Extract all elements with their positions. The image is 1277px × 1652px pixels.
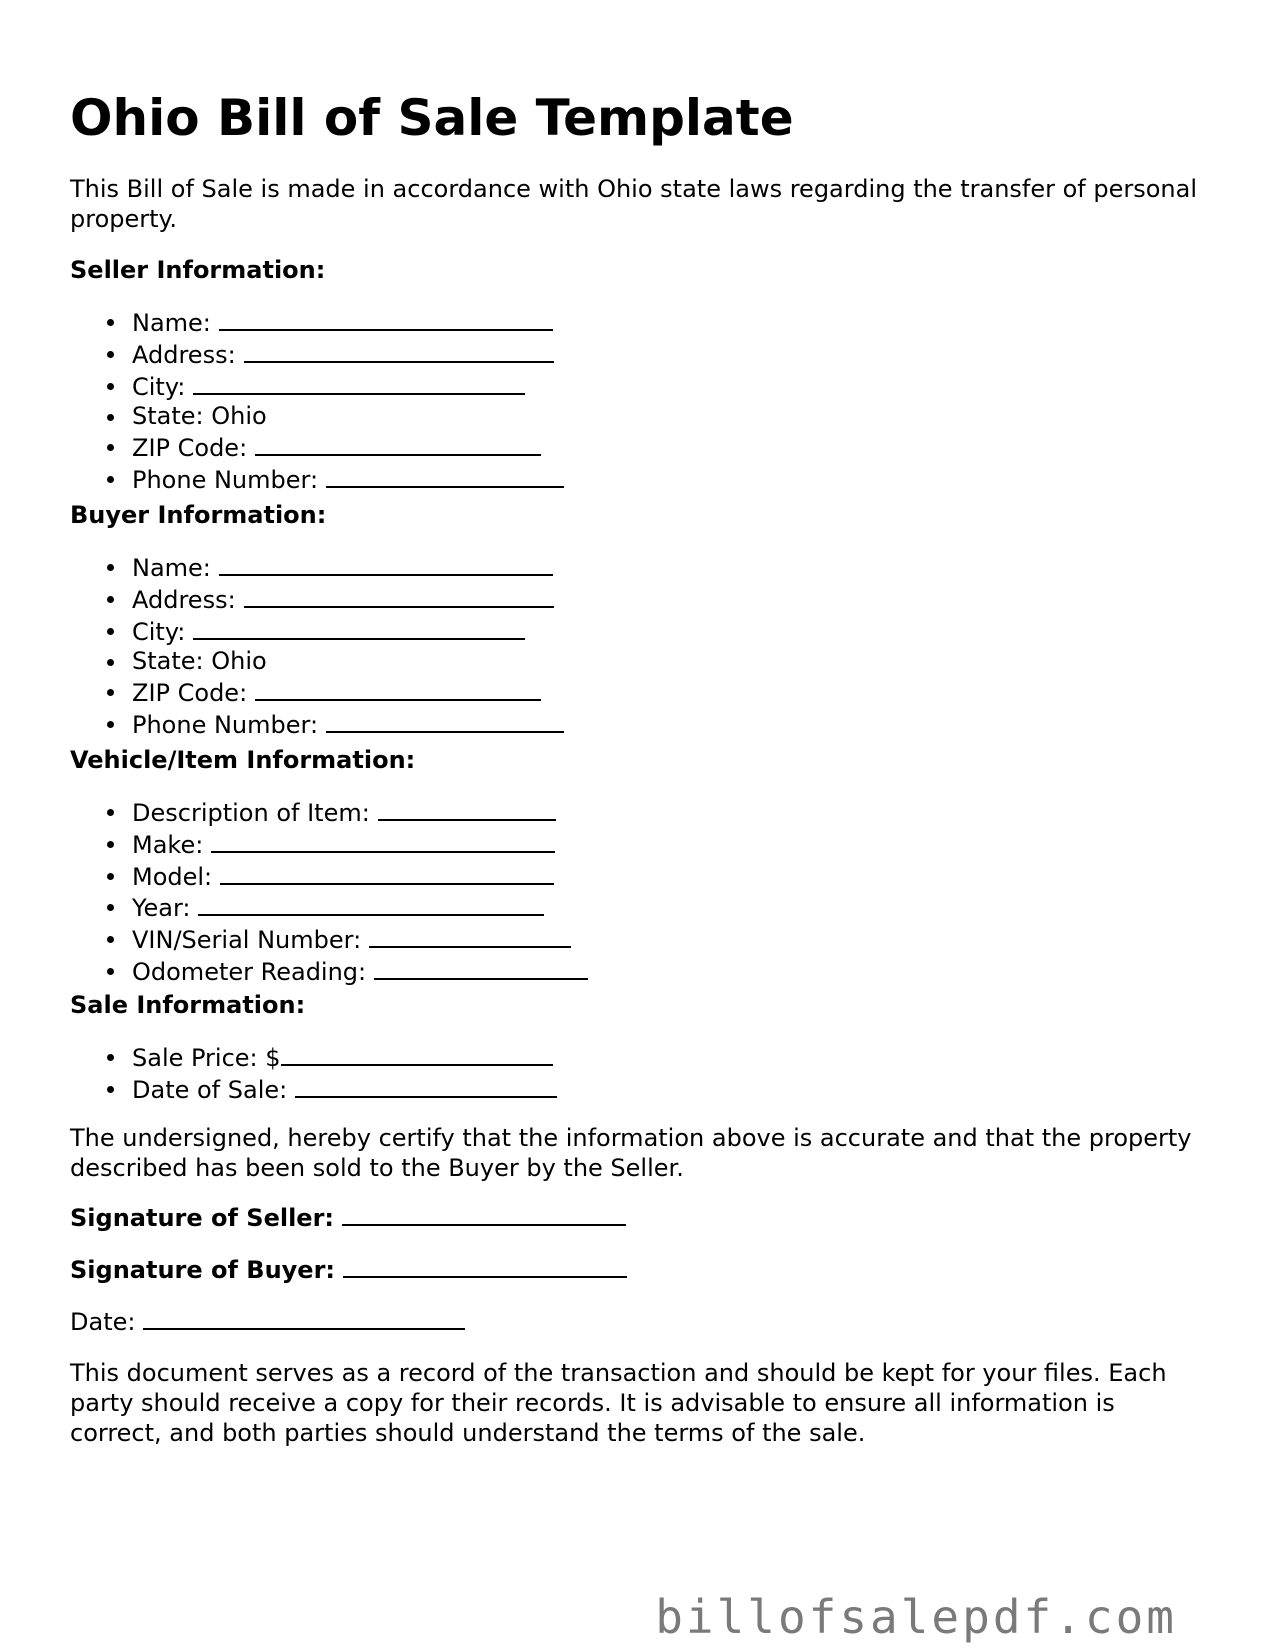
item-fields: [70, 797, 588, 988]
page-title: Ohio Bill of Sale Template: [70, 89, 794, 147]
seller-name-field[interactable]: [132, 307, 564, 339]
seller-zip-field[interactable]: [132, 432, 564, 464]
item-make-blank[interactable]: [211, 829, 555, 853]
buyer-zip-field[interactable]: [132, 677, 564, 709]
item-model-field[interactable]: [132, 861, 588, 893]
date-line[interactable]: [70, 1306, 465, 1337]
item-model-blank[interactable]: [220, 861, 554, 885]
buyer-city-field[interactable]: [132, 616, 564, 648]
buyer-zip-blank[interactable]: [255, 677, 541, 701]
field-label: Address:: [132, 585, 236, 614]
seller-phone-field[interactable]: [132, 464, 564, 496]
buyer-signature-line[interactable]: [70, 1254, 627, 1285]
seller-heading: Seller Information:: [70, 256, 326, 284]
buyer-address-blank[interactable]: [244, 584, 554, 608]
item-vin-field[interactable]: [132, 924, 588, 956]
field-label: Description of Item:: [132, 799, 370, 827]
watermark-text: billofsalepdf.com: [655, 1590, 1177, 1644]
certification-paragraph: The undersigned, hereby certify that the information above is accurate and that the property described has been sold to the Buyer by the Seller.: [70, 1124, 1192, 1182]
buyer-phone-field[interactable]: [132, 709, 564, 741]
item-year-blank[interactable]: [198, 892, 544, 916]
field-label: VIN/Serial Number:: [132, 926, 362, 955]
field-label: ZIP Code:: [132, 679, 248, 708]
date-blank[interactable]: [143, 1306, 465, 1330]
field-label: Phone Number:: [132, 465, 319, 494]
buyer-state-field: [132, 647, 564, 677]
closing-paragraph: This document serves as a record of the transaction and should be kept for your files. Each party should receive a copy for their records. It is advisable to ensure all information is correct, and both parties should understand the terms of the sale.: [70, 1359, 1167, 1447]
item-description-field[interactable]: [132, 797, 588, 829]
field-label: Model:: [132, 862, 213, 891]
field-label: Name:: [132, 309, 211, 337]
seller-address-field[interactable]: [132, 339, 564, 371]
field-label: ZIP Code:: [132, 434, 248, 463]
field-label: Sale Price: $: [132, 1044, 281, 1072]
item-odometer-field[interactable]: [132, 956, 588, 988]
seller-zip-blank[interactable]: [255, 432, 541, 456]
buyer-signature-blank[interactable]: [343, 1254, 627, 1278]
item-make-field[interactable]: [132, 829, 588, 861]
buyer-name-blank[interactable]: [219, 552, 553, 576]
field-label: Year:: [132, 894, 191, 923]
item-odometer-blank[interactable]: [374, 956, 588, 980]
field-label: Name:: [132, 554, 211, 582]
intro-paragraph: This Bill of Sale is made in accordance with Ohio state laws regarding the transfer of personal property.: [70, 175, 1198, 233]
buyer-name-field[interactable]: [132, 552, 564, 584]
buyer-city-blank[interactable]: [193, 616, 525, 640]
sale-price-blank[interactable]: [281, 1042, 553, 1066]
buyer-address-field[interactable]: [132, 584, 564, 616]
field-label: State: Ohio: [132, 402, 267, 431]
field-label: Make:: [132, 830, 204, 859]
field-label: Date of Sale:: [132, 1075, 288, 1104]
seller-signature-line[interactable]: [70, 1202, 626, 1233]
seller-signature-label: Signature of Seller:: [70, 1204, 335, 1232]
seller-city-field[interactable]: [132, 371, 564, 403]
seller-phone-blank[interactable]: [326, 464, 564, 488]
buyer-fields: [70, 552, 564, 741]
item-year-field[interactable]: [132, 892, 588, 924]
date-label: Date:: [70, 1308, 136, 1336]
seller-city-blank[interactable]: [193, 371, 525, 395]
field-label: State: Ohio: [132, 647, 267, 676]
seller-address-blank[interactable]: [244, 339, 554, 363]
item-heading: Vehicle/Item Information:: [70, 746, 416, 774]
field-label: City:: [132, 617, 186, 646]
sale-heading: Sale Information:: [70, 991, 306, 1019]
seller-name-blank[interactable]: [219, 307, 553, 331]
buyer-heading: Buyer Information:: [70, 501, 327, 529]
sale-date-field[interactable]: [132, 1074, 557, 1106]
buyer-signature-label: Signature of Buyer:: [70, 1256, 336, 1284]
sale-date-blank[interactable]: [295, 1074, 557, 1098]
field-label: Address:: [132, 340, 236, 369]
field-label: City:: [132, 372, 186, 401]
field-label: Odometer Reading:: [132, 957, 367, 986]
sale-fields: [70, 1042, 557, 1106]
item-vin-blank[interactable]: [369, 924, 571, 948]
item-description-blank[interactable]: [378, 797, 556, 821]
sale-price-field[interactable]: [132, 1042, 557, 1074]
buyer-phone-blank[interactable]: [326, 709, 564, 733]
seller-state-field: [132, 402, 564, 432]
seller-signature-blank[interactable]: [342, 1202, 626, 1226]
field-label: Phone Number:: [132, 710, 319, 739]
seller-fields: [70, 307, 564, 496]
